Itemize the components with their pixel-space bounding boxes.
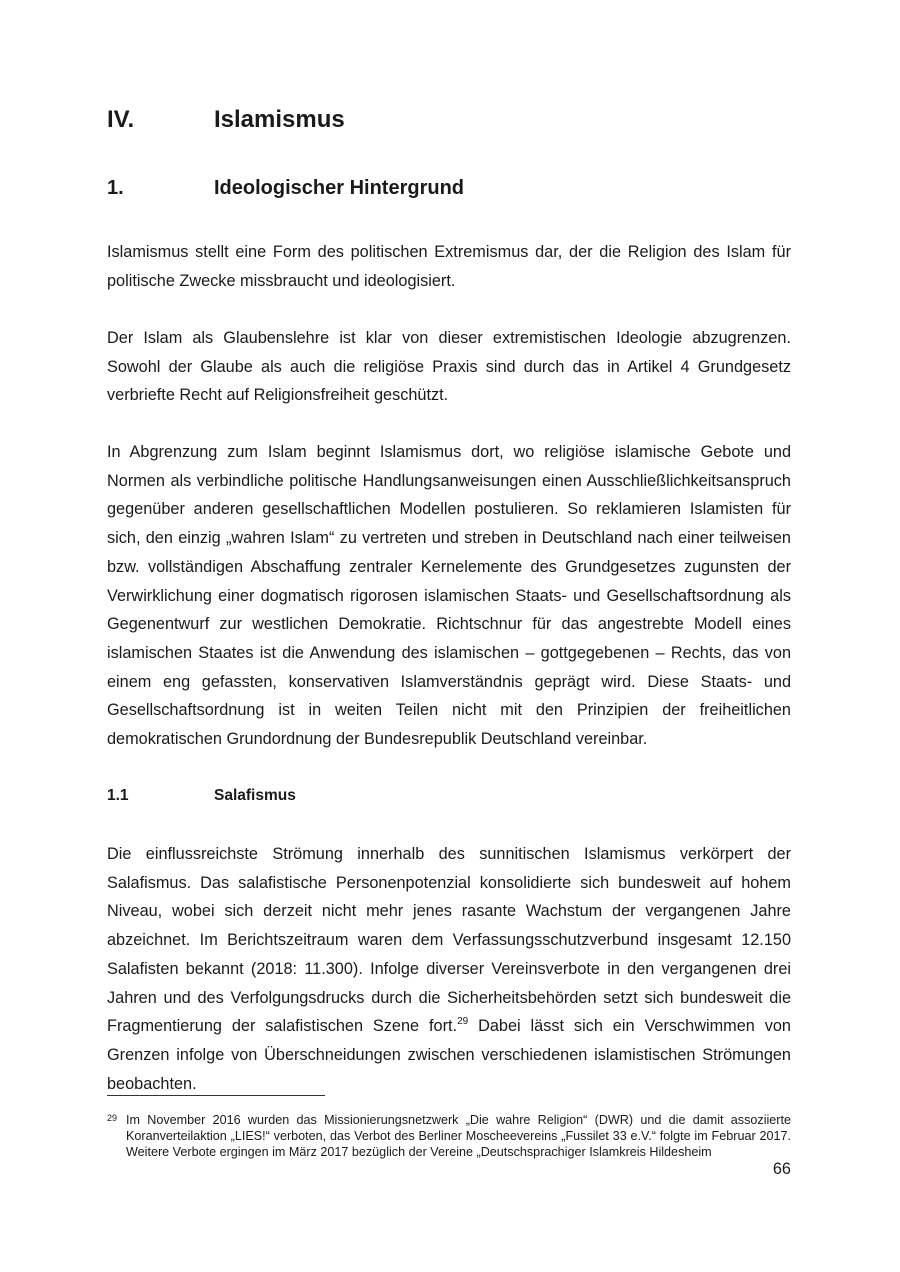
paragraph-intro: Islamismus stellt eine Form des politischen Extremismus dar, der die Religion des Islam für politische Zwecke missbraucht und ideologisiert. <box>107 243 791 290</box>
salafism-text-after: Dabei lässt sich ein Verschwimmen von Grenzen infolge von Überschneidungen zwischen verschiedenen islamistischen Strömungen beobachten. <box>107 1017 791 1093</box>
paragraph-salafism <box>107 840 791 1098</box>
subsection-number: 1.1 <box>107 787 129 804</box>
page-number: 66 <box>772 1160 791 1178</box>
chapter-heading <box>107 106 345 134</box>
section-number: 1. <box>107 177 124 199</box>
footnote-separator <box>107 1095 325 1096</box>
footnote-reference[interactable]: 29 <box>457 1016 469 1028</box>
section-heading <box>107 177 464 200</box>
subsection-heading <box>107 787 296 805</box>
paragraph-islam-distinction: Der Islam als Glaubenslehre ist klar von dieser extremistischen Ideologie abzugrenzen. Sowohl der Glaube als auch die religiöse Praxis sind durch das in Artikel 4 Grundgesetz verbriefte Recht auf Religionsfreiheit geschützt. <box>107 329 791 405</box>
salafism-text-before: Die einflussreichste Strömung innerhalb des sunnitischen Islamismus verkörpert der Salafismus. Das salafistische Personenpotenzial konsolidierte sich bundesweit auf hohem Niveau, wobei sich derzeit nicht mehr jenes rasante Wachstum der vergangenen Jahre abzeichnet. Im Berichtszeitraum waren dem Verfassungsschutzverbund insgesamt 12.150 Salafisten bekannt (2018: 11.300). Infolge diverser Vereinsverbote in den vergangenen drei Jahren und des Verfolgungsdrucks durch die Sicherheitsbehörden setzt sich bundesweit die Fragmentierung der salafistischen Szene fort. <box>107 845 791 1036</box>
chapter-number: IV. <box>107 106 135 133</box>
footnote-text: Im November 2016 wurden das Missionierungsnetzwerk „Die wahre Religion“ (DWR) und die damit assoziierte Koranverteilaktion „LIES!“ verboten, das Verbot des Berliner Moscheevereins „Fussilet 33 e.V.“ folgte im Februar 2017. Weitere Verbote ergingen im März 2017 bezüglich der Vereine „Deutschsprachiger Islamkreis Hildesheim <box>126 1113 791 1159</box>
footnote-number: 29 <box>107 1113 118 1123</box>
chapter-title: Islamismus <box>214 106 345 133</box>
footnote <box>107 1112 791 1160</box>
subsection-title: Salafismus <box>214 787 296 804</box>
paragraph-islamism-definition: In Abgrenzung zum Islam beginnt Islamismus dort, wo religiöse islamische Gebote und Normen als verbindliche politische Handlungsanweisungen einen Ausschließlichkeitsanspruch gegenüber anderen gesellschaftlichen Modellen postulieren. So reklamieren Islamisten für sich, den einzig „wahren Islam“ zu vertreten und streben in Deutschland nach einer teilweisen bzw. vollständigen Abschaffung zentraler Kernelemente des Grundgesetzes zugunsten der Verwirklichung einer dogmatisch rigorosen islamischen Staats- und Gesellschaftsordnung als Gegenentwurf zur westlichen Demokratie. Richtschnur für das angestrebte Modell eines islamischen Staates ist die Anwendung des islamischen – gottgegebenen – Rechts, das von einem eng gefassten, konservativen Islamverständnis geprägt wird. Diese Staats- und Gesellschaftsordnung ist in weiten Teilen nicht mit den Prinzipien der freiheitlichen demokratischen Grundordnung der Bundesrepublik Deutschland vereinbar. <box>107 443 791 749</box>
section-title: Ideologischer Hintergrund <box>214 177 465 199</box>
